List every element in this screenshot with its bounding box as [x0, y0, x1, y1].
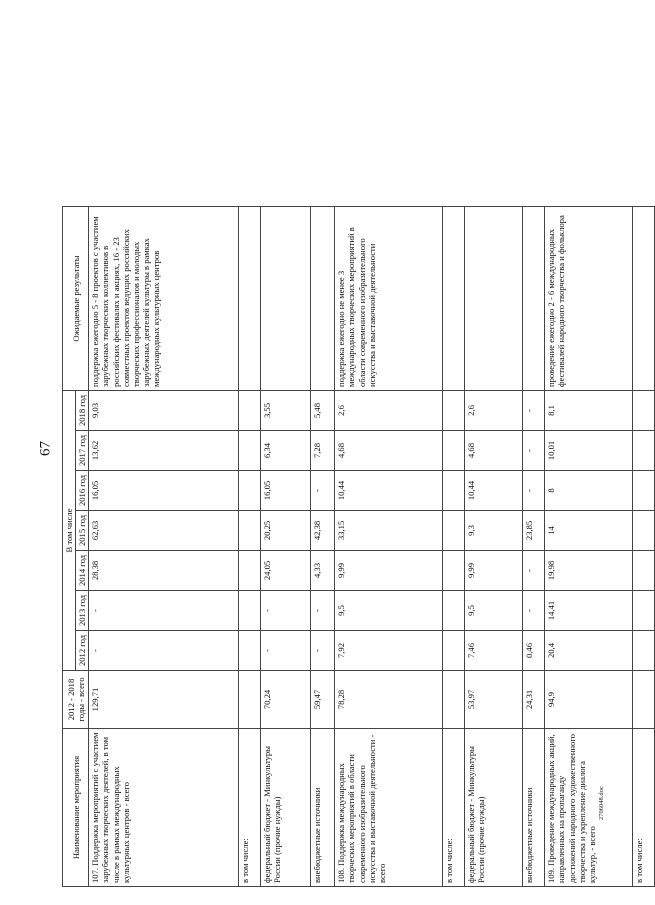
row-total-cell: 24,31 — [523, 671, 545, 729]
table-row — [465, 206, 523, 886]
row-year-cell: 4,33 — [311, 551, 335, 591]
row-name-cell: федеральный бюджет - Минкультуры России (прочие нужды) — [261, 729, 311, 887]
row-year-cell: 9,99 — [335, 551, 443, 591]
row-result-cell — [261, 206, 311, 390]
row-year-cell: 33,15 — [335, 511, 443, 551]
row-name-cell: внебюджетные источники — [311, 729, 335, 887]
row-year-cell — [633, 631, 655, 671]
row-year-cell: 20,25 — [261, 511, 311, 551]
row-year-cell: 7,92 — [335, 631, 443, 671]
row-year-cell: 0,46 — [523, 631, 545, 671]
row-name-cell: в том числе: — [239, 729, 261, 887]
row-year-cell: 19,98 — [545, 551, 633, 591]
page-number: 67 — [37, 441, 54, 456]
row-total-cell: 94,9 — [545, 671, 633, 729]
row-year-cell — [443, 431, 465, 471]
row-year-cell: 5,48 — [311, 390, 335, 430]
row-year-cell: - — [311, 471, 335, 511]
row-year-cell — [633, 471, 655, 511]
row-year-cell: - — [89, 591, 239, 631]
row-year-cell: 8 — [545, 471, 633, 511]
row-year-cell: - — [523, 390, 545, 430]
header-total: 2012 - 2018 годы - всего — [63, 671, 89, 729]
row-result-cell: поддержка ежегодно 5 - 8 проектов с участием зарубежных творческих коллективов в российских фестивалях и акциях, 16 - 23 совместных проектов ведущих российских творческих профессионалов и молодых зарубежных деятелей культуры в рамках международных культурных центров — [89, 206, 239, 390]
row-year-cell: - — [261, 631, 311, 671]
row-total-cell: 78,28 — [335, 671, 443, 729]
row-result-cell — [633, 206, 655, 390]
row-total-cell — [443, 671, 465, 729]
row-result-cell — [465, 206, 523, 390]
row-year-cell: 14,41 — [545, 591, 633, 631]
row-name-cell: внебюджетные источники — [523, 729, 545, 887]
row-year-cell: 23,85 — [523, 511, 545, 551]
header-including: В том числе — [63, 390, 76, 670]
row-year-cell — [633, 591, 655, 631]
row-name-cell: в том числе: — [443, 729, 465, 887]
row-year-cell: 9,5 — [335, 591, 443, 631]
row-year-cell: 14 — [545, 511, 633, 551]
row-year-cell: - — [311, 631, 335, 671]
row-year-cell: 9,5 — [465, 591, 523, 631]
header-year: 2016 год — [76, 471, 89, 511]
row-year-cell: 4,68 — [335, 431, 443, 471]
row-year-cell: 13,62 — [89, 431, 239, 471]
row-year-cell: 8,1 — [545, 390, 633, 430]
row-year-cell — [443, 631, 465, 671]
row-year-cell — [633, 511, 655, 551]
row-year-cell: - — [89, 631, 239, 671]
table-row — [311, 206, 335, 886]
row-year-cell: 3,55 — [261, 390, 311, 430]
row-year-cell — [443, 591, 465, 631]
header-year: 2017 год — [76, 431, 89, 471]
row-year-cell — [633, 551, 655, 591]
row-year-cell: 24,05 — [261, 551, 311, 591]
row-year-cell: 42,38 — [311, 511, 335, 551]
table-row — [89, 206, 239, 886]
row-name-cell: 108. Поддержка международных творческих мероприятий в области современного изобразительного искусства и выставочной деятельности - всего — [335, 729, 443, 887]
row-name-cell: в том числе: — [633, 729, 655, 887]
row-total-cell: 53,97 — [465, 671, 523, 729]
row-year-cell — [239, 431, 261, 471]
row-year-cell: 9,03 — [89, 390, 239, 430]
row-year-cell: 2,6 — [465, 390, 523, 430]
row-year-cell — [443, 471, 465, 511]
row-year-cell: 9,3 — [465, 511, 523, 551]
row-year-cell: 16,05 — [89, 471, 239, 511]
row-result-cell — [523, 206, 545, 390]
row-year-cell: 16,05 — [261, 471, 311, 511]
row-result-cell: проведение ежегодно 2 - 6 международных фестивалей народного творчества и фольклора — [545, 206, 633, 390]
row-year-cell — [239, 551, 261, 591]
row-year-cell: - — [523, 431, 545, 471]
row-year-cell: 10,44 — [465, 471, 523, 511]
row-name-cell: 109. Проведение международных акций, направленных на пропаганду достижений народного художественного творчества и укрепление диалога культур, - всего — [545, 729, 633, 887]
row-year-cell: 2,6 — [335, 390, 443, 430]
table-row — [443, 206, 465, 886]
header-year: 2013 год — [76, 591, 89, 631]
row-year-cell: 20,4 — [545, 631, 633, 671]
row-result-cell: поддержка ежегодно не менее 3 международных творческих мероприятий в области современного изобразительного искусства и выставочной деятельности — [335, 206, 443, 390]
table-body — [89, 206, 655, 886]
row-result-cell — [311, 206, 335, 390]
row-year-cell — [239, 591, 261, 631]
row-year-cell — [443, 390, 465, 430]
row-result-cell — [443, 206, 465, 390]
row-year-cell: 10,44 — [335, 471, 443, 511]
row-year-cell — [443, 551, 465, 591]
row-year-cell: - — [523, 551, 545, 591]
table-row — [523, 206, 545, 886]
row-year-cell: 7,46 — [465, 631, 523, 671]
row-result-cell — [239, 206, 261, 390]
row-year-cell — [239, 631, 261, 671]
row-year-cell — [239, 471, 261, 511]
row-total-cell: 129,71 — [89, 671, 239, 729]
table-row — [335, 206, 443, 886]
row-year-cell: 6,34 — [261, 431, 311, 471]
table-row — [633, 206, 655, 886]
row-name-cell: 107. Поддержка мероприятий с участием зарубежных творческих деятелей, в том числе в рамках международных культурных центров - всего — [89, 729, 239, 887]
table-row — [545, 206, 633, 886]
row-year-cell: 4,68 — [465, 431, 523, 471]
row-year-cell: 62,63 — [89, 511, 239, 551]
row-year-cell: 7,28 — [311, 431, 335, 471]
row-year-cell: - — [523, 471, 545, 511]
row-year-cell — [633, 390, 655, 430]
footer-code: 2706048.doc — [598, 786, 605, 820]
row-year-cell: 9,99 — [465, 551, 523, 591]
header-year: 2015 год — [76, 511, 89, 551]
row-total-cell: 70,24 — [261, 671, 311, 729]
row-total-cell — [239, 671, 261, 729]
row-year-cell — [239, 390, 261, 430]
row-total-cell: 59,47 — [311, 671, 335, 729]
row-year-cell — [443, 511, 465, 551]
header-year: 2014 год — [76, 551, 89, 591]
row-year-cell — [239, 511, 261, 551]
table-row — [261, 206, 311, 886]
row-year-cell — [633, 431, 655, 471]
row-year-cell: - — [523, 591, 545, 631]
table-row — [239, 206, 261, 886]
row-year-cell: - — [311, 591, 335, 631]
row-year-cell: - — [261, 591, 311, 631]
header-result: Ожидаемые результаты — [63, 206, 89, 390]
row-year-cell: 10,01 — [545, 431, 633, 471]
header-year: 2012 год — [76, 631, 89, 671]
row-name-cell: федеральный бюджет - Минкультуры России (прочие нужды) — [465, 729, 523, 887]
header-name: Наименование мероприятия — [63, 729, 89, 887]
budget-table — [62, 206, 655, 887]
header-year: 2018 год — [76, 390, 89, 430]
row-total-cell — [633, 671, 655, 729]
row-year-cell: 28,38 — [89, 551, 239, 591]
